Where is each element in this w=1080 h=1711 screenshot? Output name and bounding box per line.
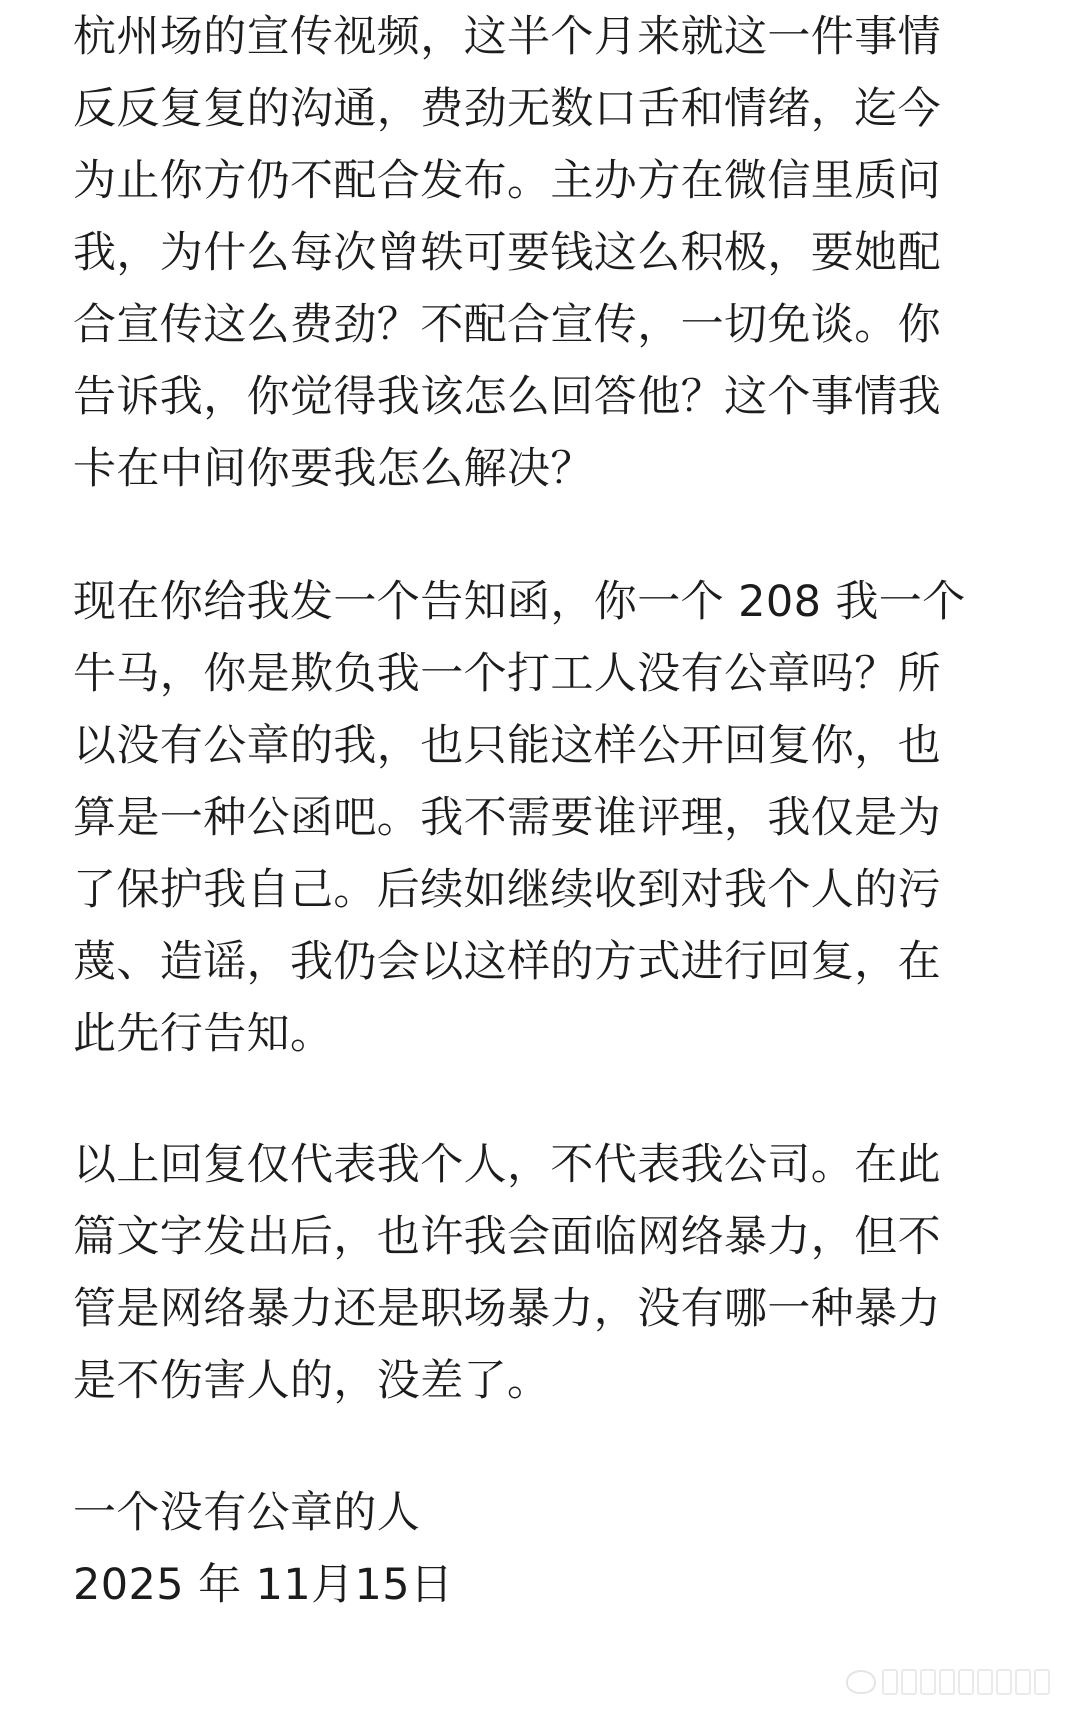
text-line: 蔑、造谣，我仍会以这样的方式进行回复，在 <box>73 937 941 987</box>
text-line: 以没有公章的我，也只能这样公开回复你，也 <box>73 721 941 771</box>
signature-block <box>73 1477 453 1621</box>
text-line: 反反复复的沟通，费劲无数口舌和情绪，迄今 <box>73 84 941 134</box>
signature-name: 一个没有公章的人 <box>73 1488 421 1538</box>
text-line: 告诉我，你觉得我该怎么回答他？这个事情我 <box>73 372 941 422</box>
text-line: 管是网络暴力还是职场暴力，没有哪一种暴力 <box>73 1284 941 1334</box>
text-line: 卡在中间你要我怎么解决？ <box>73 444 594 494</box>
text-line: 以上回复仅代表我个人，不代表我公司。在此 <box>73 1140 941 1190</box>
text-line: 了保护我自己。后续如继续收到对我个人的污 <box>73 865 941 915</box>
text-line: 牛马，你是欺负我一个打工人没有公章吗？所 <box>73 649 941 699</box>
paragraph-3 <box>73 1129 941 1417</box>
text-line: 算是一种公函吧。我不需要谁评理，我仅是为 <box>73 793 941 843</box>
watermark-text <box>882 1669 1050 1695</box>
text-line: 为止你方仍不配合发布。主办方在微信里质问 <box>73 156 941 206</box>
text-line: 现在你给我发一个告知函，你一个 208 我一个 <box>73 577 966 627</box>
text-line: 我，为什么每次曾轶可要钱这么积极，要她配 <box>73 228 941 278</box>
signature-date: 2025 年 11月15日 <box>73 1560 454 1610</box>
text-line: 杭州场的宣传视频，这半个月来就这一件事情 <box>73 12 941 62</box>
watermark <box>846 1669 1050 1695</box>
text-line: 篇文字发出后，也许我会面临网络暴力，但不 <box>73 1212 941 1262</box>
text-line: 是不伤害人的，没差了。 <box>73 1356 551 1406</box>
weibo-logo-icon <box>846 1670 876 1694</box>
paragraph-2 <box>73 566 966 1070</box>
text-line: 此先行告知。 <box>73 1009 334 1059</box>
text-line: 合宣传这么费劲？不配合宣传，一切免谈。你 <box>73 300 941 350</box>
paragraph-1 <box>73 1 941 505</box>
